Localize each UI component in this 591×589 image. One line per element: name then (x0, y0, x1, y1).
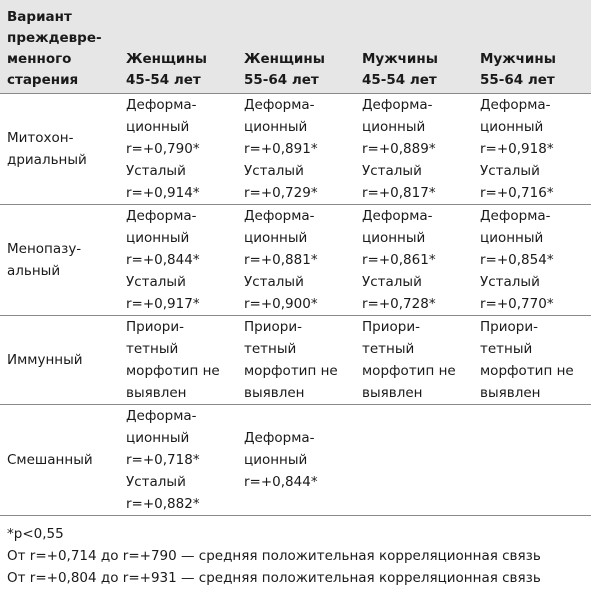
cell-text: Деформа- (244, 97, 315, 113)
table-cell-empty (354, 405, 472, 516)
cell-text: Усталый (126, 163, 186, 179)
header-text: преждевре- (7, 30, 102, 46)
table-cell (472, 205, 591, 316)
table-cell (118, 205, 236, 316)
header-text: Женщины (244, 51, 325, 67)
header-text: Женщины (126, 51, 207, 67)
footnote: От r=+0,804 до r=+931 — средняя положительная корреляционная связь (7, 570, 541, 586)
cell-text: Деформа- (480, 97, 551, 113)
row-label-text: дриальный (7, 152, 87, 168)
cell-text: выявлен (126, 385, 187, 401)
row-label-text: Митохон- (7, 130, 74, 146)
cell-text: Усталый (480, 274, 540, 290)
cell-text: Деформа- (244, 208, 315, 224)
cell-text: Усталый (244, 274, 304, 290)
table-cell (118, 316, 236, 405)
cell-text: r=+0,900* (244, 296, 318, 312)
header-women-55-64 (236, 0, 354, 94)
cell-text: Приори- (480, 319, 538, 335)
header-text: Вариант (7, 9, 72, 25)
cell-text: тетный (244, 341, 297, 357)
cell-text: Приори- (244, 319, 302, 335)
header-variant (0, 0, 118, 94)
cell-text: выявлен (362, 385, 423, 401)
cell-text: r=+0,917* (126, 296, 200, 312)
cell-text: ционный (480, 230, 544, 246)
cell-text: r=+0,918* (480, 141, 554, 157)
cell-text: r=+0,889* (362, 141, 436, 157)
table-row-mixed (0, 405, 591, 516)
cell-text: морфотип не (362, 363, 456, 379)
cell-text: Усталый (126, 474, 186, 490)
row-label-text: Смешанный (7, 452, 93, 468)
cell-text: Деформа- (362, 208, 433, 224)
cell-text: r=+0,844* (126, 252, 200, 268)
cell-text: r=+0,718* (126, 452, 200, 468)
header-men-45-54 (354, 0, 472, 94)
cell-text: Приори- (362, 319, 420, 335)
footnote: От r=+0,714 до r=+790 — средняя положительная корреляционная связь (7, 548, 541, 564)
cell-text: Усталый (362, 163, 422, 179)
cell-text: ционный (362, 119, 426, 135)
cell-text: Приори- (126, 319, 184, 335)
cell-text: ционный (126, 430, 190, 446)
cell-text: Усталый (362, 274, 422, 290)
footnote: *p<0,55 (7, 526, 64, 542)
cell-text: r=+0,882* (126, 496, 200, 512)
cell-text: Деформа- (126, 97, 197, 113)
cell-text: r=+0,770* (480, 296, 554, 312)
table-cell (354, 94, 472, 205)
table-cell (354, 205, 472, 316)
cell-text: тетный (126, 341, 179, 357)
row-label (0, 94, 118, 205)
cell-text: Деформа- (126, 208, 197, 224)
cell-text: морфотип не (126, 363, 220, 379)
cell-text: ционный (480, 119, 544, 135)
cell-text: тетный (480, 341, 533, 357)
cell-text: r=+0,861* (362, 252, 436, 268)
header-text: 45-54 лет (126, 72, 201, 88)
header-text: Мужчины (480, 51, 556, 67)
row-label-text: альный (7, 263, 61, 279)
cell-text: ционный (362, 230, 426, 246)
header-text: старения (7, 72, 79, 88)
cell-text: ционный (244, 119, 308, 135)
row-label (0, 205, 118, 316)
cell-text: выявлен (480, 385, 541, 401)
header-women-45-54 (118, 0, 236, 94)
table-row-immune (0, 316, 591, 405)
cell-text: выявлен (244, 385, 305, 401)
table-cell (236, 405, 354, 516)
cell-text: Усталый (126, 274, 186, 290)
cell-text: Деформа- (362, 97, 433, 113)
row-label-text: Менопазу- (7, 241, 82, 257)
cell-text: r=+0,729* (244, 185, 318, 201)
cell-text: r=+0,728* (362, 296, 436, 312)
table-cell (236, 94, 354, 205)
header-text: Мужчины (362, 51, 438, 67)
cell-text: r=+0,844* (244, 474, 318, 490)
row-label-text: Иммунный (7, 352, 83, 368)
cell-text: морфотип не (480, 363, 574, 379)
cell-text: r=+0,817* (362, 185, 436, 201)
cell-text: ционный (126, 119, 190, 135)
header-text: 45-54 лет (362, 72, 437, 88)
cell-text: Усталый (244, 163, 304, 179)
table-footnotes (0, 516, 591, 589)
cell-text: морфотип не (244, 363, 338, 379)
cell-text: ционный (126, 230, 190, 246)
table-cell (472, 316, 591, 405)
cell-text: r=+0,881* (244, 252, 318, 268)
table-cell (118, 405, 236, 516)
header-men-55-64 (472, 0, 591, 94)
cell-text: Деформа- (126, 408, 197, 424)
cell-text: ционный (244, 230, 308, 246)
header-text: 55-64 лет (244, 72, 319, 88)
cell-text: Усталый (480, 163, 540, 179)
cell-text: r=+0,716* (480, 185, 554, 201)
table-cell (236, 205, 354, 316)
cell-text: ционный (244, 452, 308, 468)
table-row-mitochondrial (0, 94, 591, 205)
table-cell (354, 316, 472, 405)
header-text: 55-64 лет (480, 72, 555, 88)
row-label (0, 405, 118, 516)
table-cell (236, 316, 354, 405)
header-text: менного (7, 51, 72, 67)
row-label (0, 316, 118, 405)
table-cell (118, 94, 236, 205)
cell-text: r=+0,891* (244, 141, 318, 157)
cell-text: r=+0,854* (480, 252, 554, 268)
header-row (0, 0, 591, 94)
cell-text: r=+0,790* (126, 141, 200, 157)
table-cell (472, 94, 591, 205)
table-cell-empty (472, 405, 591, 516)
cell-text: Деформа- (244, 430, 315, 446)
cell-text: Деформа- (480, 208, 551, 224)
cell-text: r=+0,914* (126, 185, 200, 201)
table-row-menopausal (0, 205, 591, 316)
cell-text: тетный (362, 341, 415, 357)
